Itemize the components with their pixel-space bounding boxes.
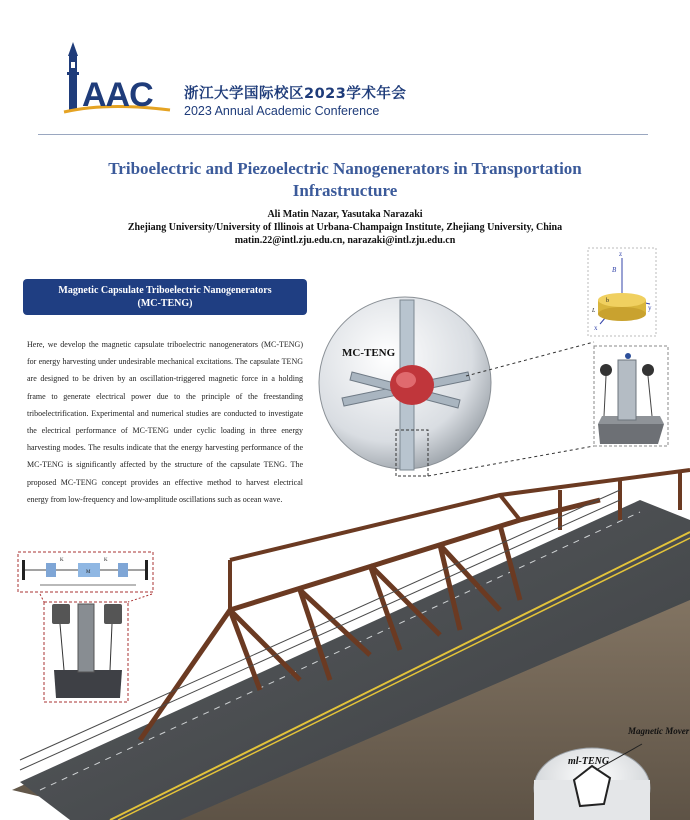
affiliation: Zhejiang University/University of Illinois at Urbana-Champaign Institute, Zhejiang University, China (127, 222, 563, 233)
mc-teng-capsule (319, 297, 491, 476)
section-heading-line1: Magnetic Capsulate Triboelectric Nanogenerators (58, 285, 272, 296)
device-label: ml-TENG (568, 756, 610, 767)
poster-title: Triboelectric and Piezoelectric Nanogenerators in Transportation Infrastructure (108, 159, 582, 200)
frame-device-inset (594, 346, 668, 446)
capsule-label: MC-TENG (342, 347, 396, 359)
dim-l-label: L (592, 308, 596, 314)
spring-k2-label: K (104, 558, 108, 563)
spring-m-label: M (86, 570, 91, 575)
spring-k1-label: K (60, 558, 64, 563)
conference-title-cn: 浙江大学国际校区2023学术年会 (184, 86, 407, 102)
emails: matin.22@intl.zju.edu.cn, narazaki@intl.zju.edu.cn (234, 235, 456, 246)
authors: Ali Matin Nazar, Yasutaka Narazaki (267, 209, 423, 220)
section-heading-line2: (MC-TENG) (137, 298, 193, 309)
axis-x-label: x (594, 324, 598, 332)
conference-title-en: 2023 Annual Academic Conference (184, 104, 380, 118)
logo-text: AAC (82, 76, 153, 114)
dim-b-label: b (606, 298, 609, 304)
mover-label: Magnetic Mover (628, 726, 690, 736)
axis-z-label: z (619, 250, 623, 258)
left-device-illustration (40, 594, 152, 702)
axis-inset (588, 248, 656, 336)
field-b-label: B (612, 266, 617, 274)
abstract-text: Here, we develop the magnetic capsulate triboelectric nanogenerators (MC-TENG) for energy harvesting under undesirable mechanical excitations. The capsulate TENG are designed to be driven by an oscillation-triggered magnetic force in a holding frame to generate electrical power due to the principle of the freestanding triboelectrification. Experimental and numerical studies are conducted to investigate the electrical performance of MC-TENG under cyclic loading in three energy harvesting modes. The results indicate that the energy harvesting performance of the MC-TENG is significantly affected by the structure of the capsulate TENG. The proposed MC-TENG concept provides an effective method to harvest electrical energy from low-frequency and low-amplitude oscillations such as ocean wave. (27, 340, 303, 504)
axis-y-label: y (648, 304, 652, 312)
